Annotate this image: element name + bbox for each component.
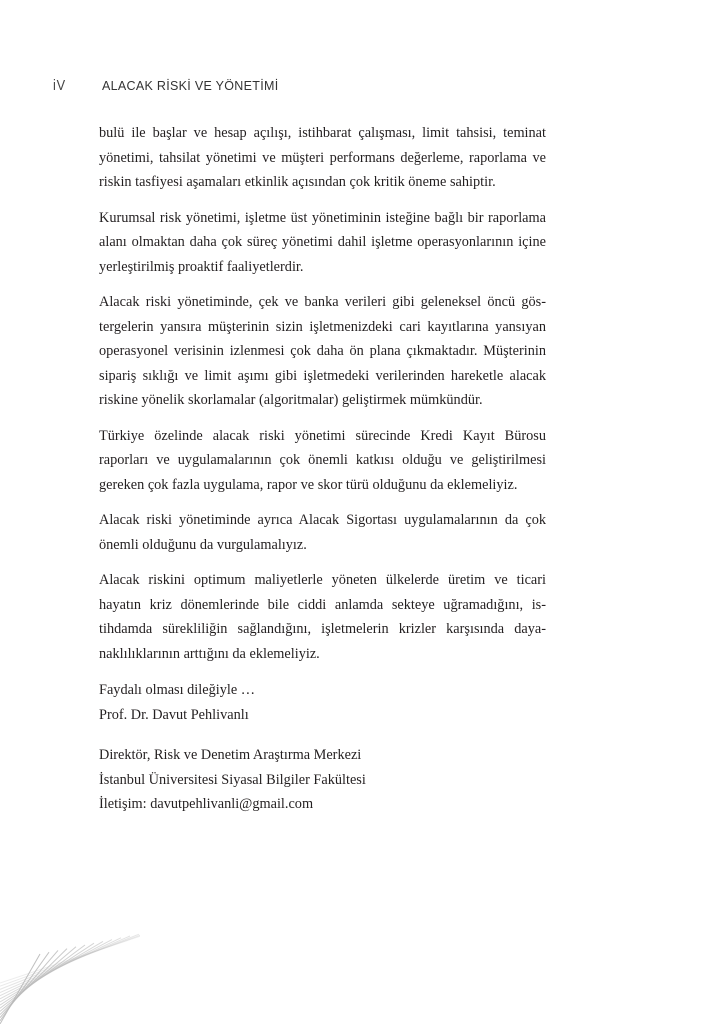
main-text: [99, 121, 546, 817]
author-title: Direktör, Risk ve Denetim Araştırma Merkezi: [99, 747, 362, 763]
paragraph-1: bulü ile başlar ve hesap açılışı, istihbarat çalışması, limit tahsisi, teminat yönetimi, tahsilat yönetimi ve müşteri performans değerleme, raporlama ve riskin tasfiyesi aşamaları etkinlik açısından çok kritik öneme sahiptir.: [99, 125, 546, 190]
corner-line: [0, 934, 139, 989]
paragraph-3: Alacak riski yönetiminde, çek ve banka verileri gibi geleneksel öncü göstergelerin yansıra müşterinin sizin işletmenizdeki cari kayıtlarına yansıyan operasyonel verisinin izlenmesi çok daha ön plana çıkmaktadır. Müşterinin sipariş sıklığı ve limit aşımı gibi işletmedeki verilerinden hareketle alacak riskine yönelik skorlamalar (algoritmalar) geliştirmek mümkündür.: [99, 294, 546, 408]
paragraph-6: Alacak riskini optimum maliyetlerle yöneten ülkelerde üretim ve ticari hayatın kriz dönemlerinde bile ciddi anlamda sekteye uğramadığını, istihdamda sürekliliğin sağlandığını, işletmelerin krizler karşısında dayanaklılıklarının arttığını da eklemeliyiz.: [99, 572, 546, 662]
corner-line: [0, 954, 40, 1024]
corner-line: [0, 950, 58, 1017]
page-number: iV: [53, 77, 67, 94]
paragraph-2: Kurumsal risk yönetimi, işletme üst yönetiminin isteğine bağlı bir raporlama alanı olmaktan daha çok süreç yönetimi dahil işletme operasyonlarının içine yerleştirilmiş proaktif faaliyetlerdir.: [99, 209, 546, 275]
running-head-title: ALACAK RİSKİ VE YÖNETİMİ: [102, 79, 279, 93]
author-institution: İstanbul Üniversitesi Siyasal Bilgiler Fakültesi: [99, 771, 366, 788]
author-affiliation: [99, 743, 546, 817]
closing-line: Faydalı olması dileğiyle …: [99, 682, 256, 698]
author-name: Prof. Dr. Davut Pehlivanlı: [99, 706, 249, 723]
paragraph-5: Alacak riski yönetiminde ayrıca Alacak Sigortası uygulamalarının da çok önemli olduğunu da vurgulamalıyız.: [99, 512, 546, 553]
author-contact: İletişim: davutpehlivanli@gmail.com: [99, 796, 314, 812]
paragraph-4: Türkiye özelinde alacak riski yönetimi sürecinde Kredi Kayıt Bürosu raporları ve uygulamalarının çok önemli katkısı olduğu ve geliştirilmesi gereken çok fazla uygulama, rapor ve skor türü olduğunu da eklemeliyiz.: [99, 427, 546, 493]
corner-diagonal-lines-decoration: [0, 894, 140, 1024]
corner-line: [0, 936, 130, 993]
signoff: [99, 678, 546, 727]
